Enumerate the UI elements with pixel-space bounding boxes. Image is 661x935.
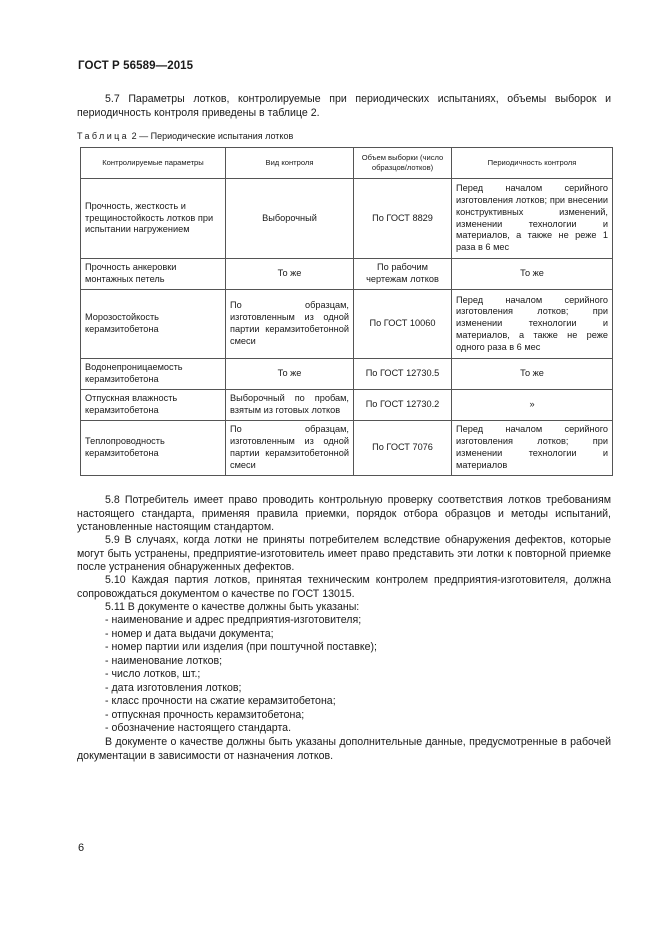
table-cell: То же <box>452 259 613 290</box>
quality-document-list <box>105 614 377 736</box>
table-cell: Перед началом серийного изготовления лотков; при изменении технологии и материалов <box>452 421 613 476</box>
table-cell: По ГОСТ 12730.2 <box>354 390 452 421</box>
table-cell: Выборочный <box>226 179 354 259</box>
list-item: - обозначение настоящего стандарта. <box>105 722 292 734</box>
table-row <box>81 179 613 259</box>
table-cell: Выборочный по пробам, взятым из готовых лотков <box>226 390 354 421</box>
table-cell: Морозостойкость керамзитобетона <box>81 290 226 359</box>
periodic-tests-table <box>80 147 613 476</box>
table-cell: По ГОСТ 7076 <box>354 421 452 476</box>
table-caption <box>77 131 293 141</box>
table-cell: То же <box>452 359 613 390</box>
table-cell: По ГОСТ 12730.5 <box>354 359 452 390</box>
table-cell: Перед началом серийного изготовления лотков; при изменении технологии и материалов, а также не реже одного раза в 6 мес <box>452 290 613 359</box>
table-row <box>81 421 613 476</box>
list-item: - дата изготовления лотков; <box>105 681 242 694</box>
table-header-row <box>81 148 613 179</box>
table-cell: То же <box>226 359 354 390</box>
paragraph-5-11: 5.11 В документе о качестве должны быть указаны: <box>105 601 360 613</box>
paragraph-5-10: 5.10 Каждая партия лотков, принятая техническим контролем предприятия-изготовителя, должна сопровождаться документом о качестве по ГОСТ 13015. <box>77 574 611 600</box>
table-cell: По ГОСТ 8829 <box>354 179 452 259</box>
list-item: - наименование лотков; <box>105 654 223 667</box>
table-cell: Водонепроницаемость керамзитобетона <box>81 359 226 390</box>
col-header-sample-size: Объем выборки (число образцов/лотков) <box>354 148 452 179</box>
table-cell: Прочность анкеровки монтажных петель <box>81 259 226 290</box>
paragraph-5-8: 5.8 Потребитель имеет право проводить контрольную проверку соответствия лотков требованиям настоящего стандарта, применяя правила приемки, порядок отбора образцов и методы испытаний, установленные настоящим стандартом. <box>77 494 611 533</box>
paragraph-5-7: 5.7 Параметры лотков, контролируемые при периодических испытаниях, объемы выборок и периодичность контроля приведены в таблице 2. <box>77 93 611 119</box>
col-header-control-type: Вид контроля <box>226 148 354 179</box>
table-cell: По рабочим чертежам лотков <box>354 259 452 290</box>
page-number: 6 <box>78 842 85 854</box>
list-item: - номер партии или изделия (при поштучной поставке); <box>105 641 377 653</box>
list-item: - номер и дата выдачи документа; <box>105 627 274 640</box>
final-paragraph: В документе о качестве должны быть указаны дополнительные данные, предусмотренные в рабочей документации в зависимости от назначения лотков. <box>77 736 611 762</box>
table-cell: По образцам, изготовленным из одной партии керамзитобетонной смеси <box>226 290 354 359</box>
list-item: - число лотков, шт.; <box>105 668 201 680</box>
table-cell: Теплопроводность керамзитобетона <box>81 421 226 476</box>
standard-header: ГОСТ Р 56589—2015 <box>78 60 194 72</box>
table-caption-title: 2 — Периодические испытания лотков <box>129 131 294 141</box>
table-row <box>81 390 613 421</box>
table-row <box>81 259 613 290</box>
paragraph-5-9: 5.9 В случаях, когда лотки не приняты потребителем вследствие обнаружения дефектов, которые могут быть устранены, предприятие-изготовитель имеет право представить эти лотки к повторной приемке после устранения обнаруженных дефектов. <box>77 534 611 573</box>
table-cell: » <box>452 390 613 421</box>
table-cell: То же <box>226 259 354 290</box>
list-item: - отпускная прочность керамзитобетона; <box>105 708 305 721</box>
table-cell: Отпускная влажность керамзитобетона <box>81 390 226 421</box>
table-row <box>81 359 613 390</box>
table-row <box>81 290 613 359</box>
list-item: - класс прочности на сжатие керамзитобетона; <box>105 695 336 707</box>
list-item: - наименование и адрес предприятия-изготовителя; <box>105 614 362 626</box>
col-header-periodicity: Периодичность контроля <box>452 148 613 179</box>
table-cell: По ГОСТ 10060 <box>354 290 452 359</box>
table-cell: По образцам, изготовленным из одной партии керамзитобетонной смеси <box>226 421 354 476</box>
table-cell: Перед началом серийного изготовления лотков; при внесении конструктивных изменений, изменении технологии и материалов, а также не реже 1 раза в 6 мес <box>452 179 613 259</box>
table-cell: Прочность, жесткость и трещиностойкость лотков при испытании нагружением <box>81 179 226 259</box>
table-caption-prefix: Таблица <box>77 131 130 141</box>
col-header-parameters: Контролируемые параметры <box>81 148 226 179</box>
